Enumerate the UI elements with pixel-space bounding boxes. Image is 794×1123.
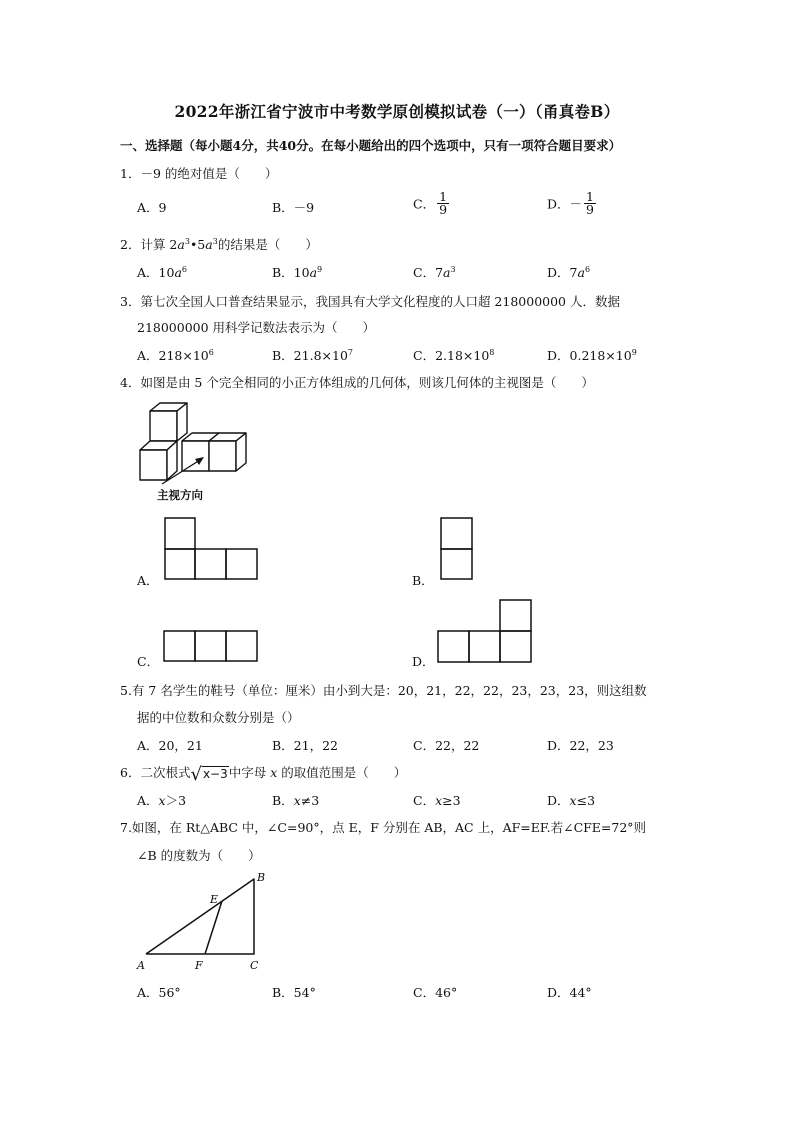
section-heading: 一、选择题（每小题4分，共40分。在每小题给出的四个选项中，只有一项符合题目要求）: [120, 138, 622, 153]
point-b-label: B: [257, 871, 266, 884]
q7-option-d: D．44°: [547, 985, 592, 1000]
cube-solid-figure: [136, 398, 266, 486]
q1-option-c: C． $\frac{1}{9}$: [413, 189, 448, 217]
q4-option-a-figure: [164, 516, 260, 582]
question-7-line2: ∠B 的度数为（ ）: [137, 848, 261, 863]
q5-option-d: D．22，23: [547, 738, 614, 753]
q5-option-c: C．22，22: [413, 738, 480, 753]
page-title: 2022年浙江省宁波市中考数学原创模拟试卷（一）（甬真卷B）: [174, 102, 620, 121]
q6-option-c: C．x≥3: [413, 793, 461, 808]
q1-option-a: A．9: [137, 200, 167, 215]
q6-option-a: A．x＞3: [137, 793, 187, 808]
point-a-label: A: [137, 959, 145, 972]
q2-option-c: C．$7a^3$: [413, 264, 456, 280]
q2-option-d: D．$7a^6$: [547, 264, 591, 280]
q3-option-b: B．$21.8\times 10^7$: [272, 347, 353, 363]
q2-option-a: A．$10a^6$: [137, 264, 187, 280]
q4-option-b-label: B．: [412, 573, 434, 588]
point-c-label: C: [250, 959, 259, 972]
q1-option-d: D．－ $\frac{1}{9}$: [547, 189, 594, 217]
q3-option-c: C．$2.18\times 10^8$: [413, 347, 495, 363]
question-3-line1: 3．第七次全国人口普查结果显示，我国具有大学文化程度的人口超 218000000 人．数据: [120, 294, 620, 309]
q3-option-a: A．$218\times 10^6$: [137, 347, 214, 363]
q4-option-d-label: D．: [412, 654, 435, 669]
q5-option-b: B．21，22: [272, 738, 338, 753]
q5-option-a: A．20，21: [137, 738, 203, 753]
point-e-label: E: [210, 893, 219, 906]
question-6-stem: 6．二次根式√x−3中字母 x 的取值范围是（ ）: [120, 764, 407, 785]
q7-option-c: C．46°: [413, 985, 458, 1000]
q6-option-b: B．x≠3: [272, 793, 320, 808]
q4-option-b-figure: [440, 517, 474, 581]
question-5-line2: 据的中位数和众数分别是（）: [137, 710, 300, 725]
q2-option-b: B．$10a^9$: [272, 264, 323, 280]
q4-option-d-figure: [437, 599, 535, 664]
q7-option-a: A．56°: [137, 985, 181, 1000]
question-2-stem: 2．计算 $2a^3•5a^3$的结果是（ ）: [120, 236, 318, 252]
view-direction-label: 主视方向: [157, 488, 203, 502]
q4-option-a-label: A．: [137, 573, 159, 588]
question-3-line2: 218000000 用科学记数法表示为（ ）: [137, 320, 376, 335]
question-7-line1: 7.如图，在 Rt△ABC 中，∠C=90°，点 E，F 分别在 AB，AC 上，AF=EF.若∠CFE=72°则: [120, 820, 647, 835]
point-f-label: F: [195, 959, 203, 972]
q6-option-d: D．x≤3: [547, 793, 596, 808]
q7-option-b: B．54°: [272, 985, 316, 1000]
triangle-abc-figure: [134, 868, 274, 976]
question-5-line1: 5.有 7 名学生的鞋号（单位：厘米）由小到大是：20，21，22，22，23，23，23，则这组数: [120, 683, 647, 698]
question-1-stem: 1．－9 的绝对值是（ ）: [120, 166, 278, 181]
square-root-expression: √x−3: [190, 764, 228, 785]
q4-option-c-label: C．: [137, 654, 160, 669]
q1-option-b: B．－9: [272, 200, 315, 215]
q4-option-c-figure: [163, 630, 259, 663]
question-4-stem: 4．如图是由 5 个完全相同的小正方体组成的几何体，则该几何体的主视图是（ ）: [120, 375, 594, 390]
q3-option-d: D．$0.218\times 10^9$: [547, 347, 637, 363]
